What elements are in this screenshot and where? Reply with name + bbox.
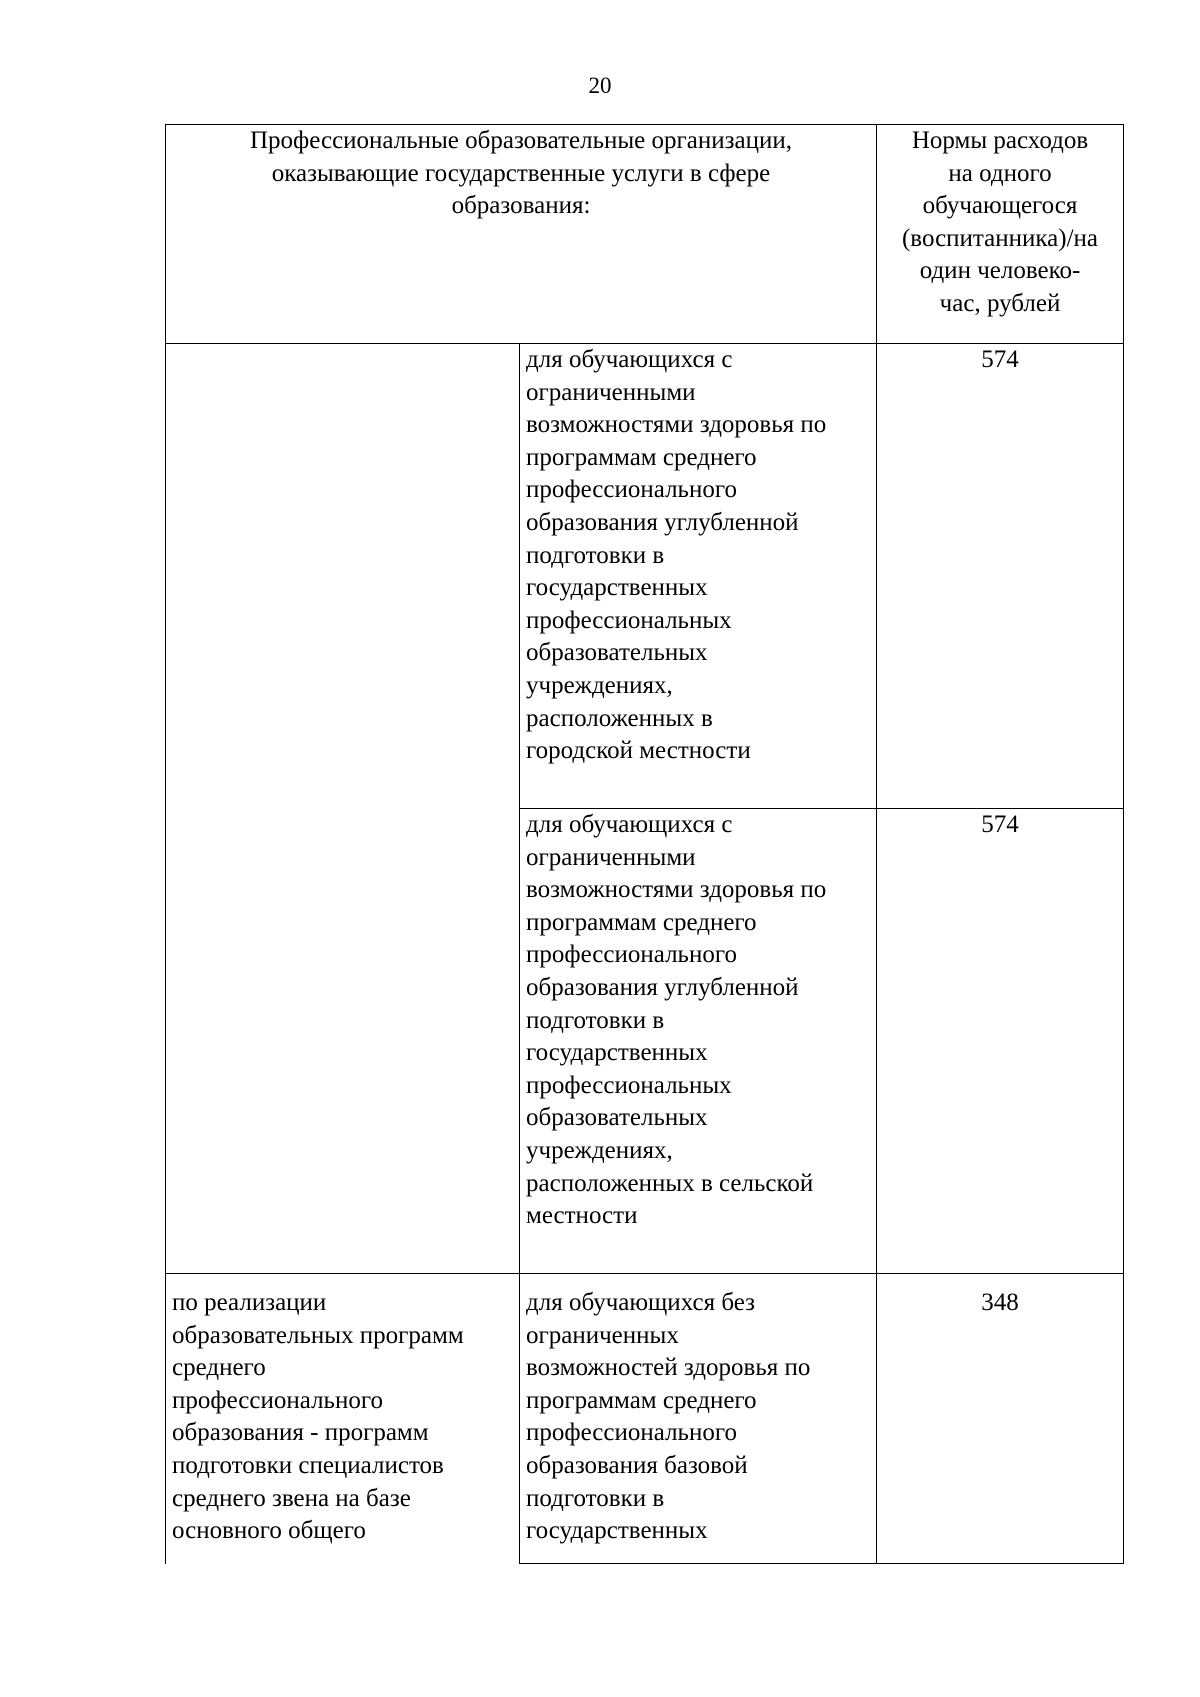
description-line: государственных bbox=[526, 1517, 708, 1545]
description-line: ограниченных bbox=[526, 1321, 679, 1349]
description-line: для обучающихся с bbox=[526, 811, 733, 838]
description-line: расположенных в сельской bbox=[526, 1169, 814, 1197]
category-line: образования - программ bbox=[172, 1419, 429, 1447]
table-header-row bbox=[166, 125, 1124, 344]
description-line: образования углубленной bbox=[526, 973, 799, 1001]
value-cell: 574 bbox=[877, 809, 1124, 1274]
description-line: программам среднего bbox=[526, 1386, 757, 1414]
header-norm-line: обучающегося bbox=[922, 192, 1078, 220]
header-norm-line: Нормы расходов bbox=[911, 127, 1089, 154]
category-cell bbox=[166, 1274, 520, 1564]
description-line: городской местности bbox=[526, 737, 751, 765]
description-line: учреждениях, bbox=[526, 1136, 673, 1164]
description-line: подготовки в bbox=[526, 541, 665, 569]
description-line: профессионального bbox=[526, 1419, 737, 1447]
description-line: профессионального bbox=[526, 476, 737, 504]
expense-norms-table bbox=[165, 124, 1124, 1564]
header-org-line: оказывающие государственные услуги в сфере bbox=[271, 159, 771, 187]
category-line: образовательных программ bbox=[172, 1321, 464, 1349]
description-line: профессиональных bbox=[526, 1071, 732, 1099]
header-norm-line: час, рублей bbox=[939, 289, 1061, 317]
description-line: профессионального bbox=[526, 941, 737, 969]
description-cell bbox=[520, 344, 877, 809]
header-organizations-cell bbox=[166, 125, 877, 344]
description-cell bbox=[520, 809, 877, 1274]
category-line: профессионального bbox=[172, 1386, 383, 1414]
table-row bbox=[166, 1274, 1124, 1564]
category-line: по реализации bbox=[172, 1289, 327, 1316]
header-org-line: Профессиональные образовательные организации, bbox=[250, 127, 792, 154]
category-line: среднего bbox=[172, 1354, 266, 1382]
table-row bbox=[166, 344, 1124, 809]
value-cell: 348 bbox=[877, 1274, 1124, 1564]
category-line: подготовки специалистов bbox=[172, 1451, 444, 1479]
description-line: государственных bbox=[526, 574, 708, 602]
description-line: для обучающихся с bbox=[526, 346, 733, 373]
description-line: подготовки в bbox=[526, 1484, 665, 1512]
description-line: подготовки в bbox=[526, 1006, 665, 1034]
category-line: среднего звена на базе bbox=[172, 1484, 411, 1512]
description-line: ограниченными bbox=[526, 843, 696, 871]
description-line: для обучающихся без bbox=[526, 1289, 755, 1316]
description-line: возможностями здоровья по bbox=[526, 876, 827, 904]
description-line: программам среднего bbox=[526, 908, 757, 936]
header-norm-line: (воспитанника)/на bbox=[901, 224, 1098, 252]
header-org-line: образования: bbox=[451, 192, 591, 220]
header-norm-line: на одного bbox=[948, 159, 1052, 187]
description-line: образовательных bbox=[526, 1104, 708, 1132]
description-line: образовательных bbox=[526, 639, 708, 667]
description-line: ограниченными bbox=[526, 378, 696, 406]
header-norm-line: один человеко- bbox=[919, 257, 1081, 285]
category-line: основного общего bbox=[172, 1517, 366, 1545]
description-line: местности bbox=[526, 1202, 638, 1230]
description-line: программам среднего bbox=[526, 443, 757, 471]
description-line: возможностями здоровья по bbox=[526, 411, 827, 439]
category-cell-empty bbox=[166, 344, 520, 1274]
description-line: профессиональных bbox=[526, 606, 732, 634]
description-cell bbox=[520, 1274, 877, 1564]
description-line: государственных bbox=[526, 1039, 708, 1067]
description-line: возможностей здоровья по bbox=[526, 1354, 811, 1382]
description-line: учреждениях, bbox=[526, 671, 673, 699]
description-line: образования базовой bbox=[526, 1451, 748, 1479]
description-line: образования углубленной bbox=[526, 508, 799, 536]
description-line: расположенных в bbox=[526, 704, 713, 732]
header-norms-cell bbox=[877, 125, 1124, 344]
value-cell: 574 bbox=[877, 344, 1124, 809]
page-number: 20 bbox=[588, 73, 612, 98]
